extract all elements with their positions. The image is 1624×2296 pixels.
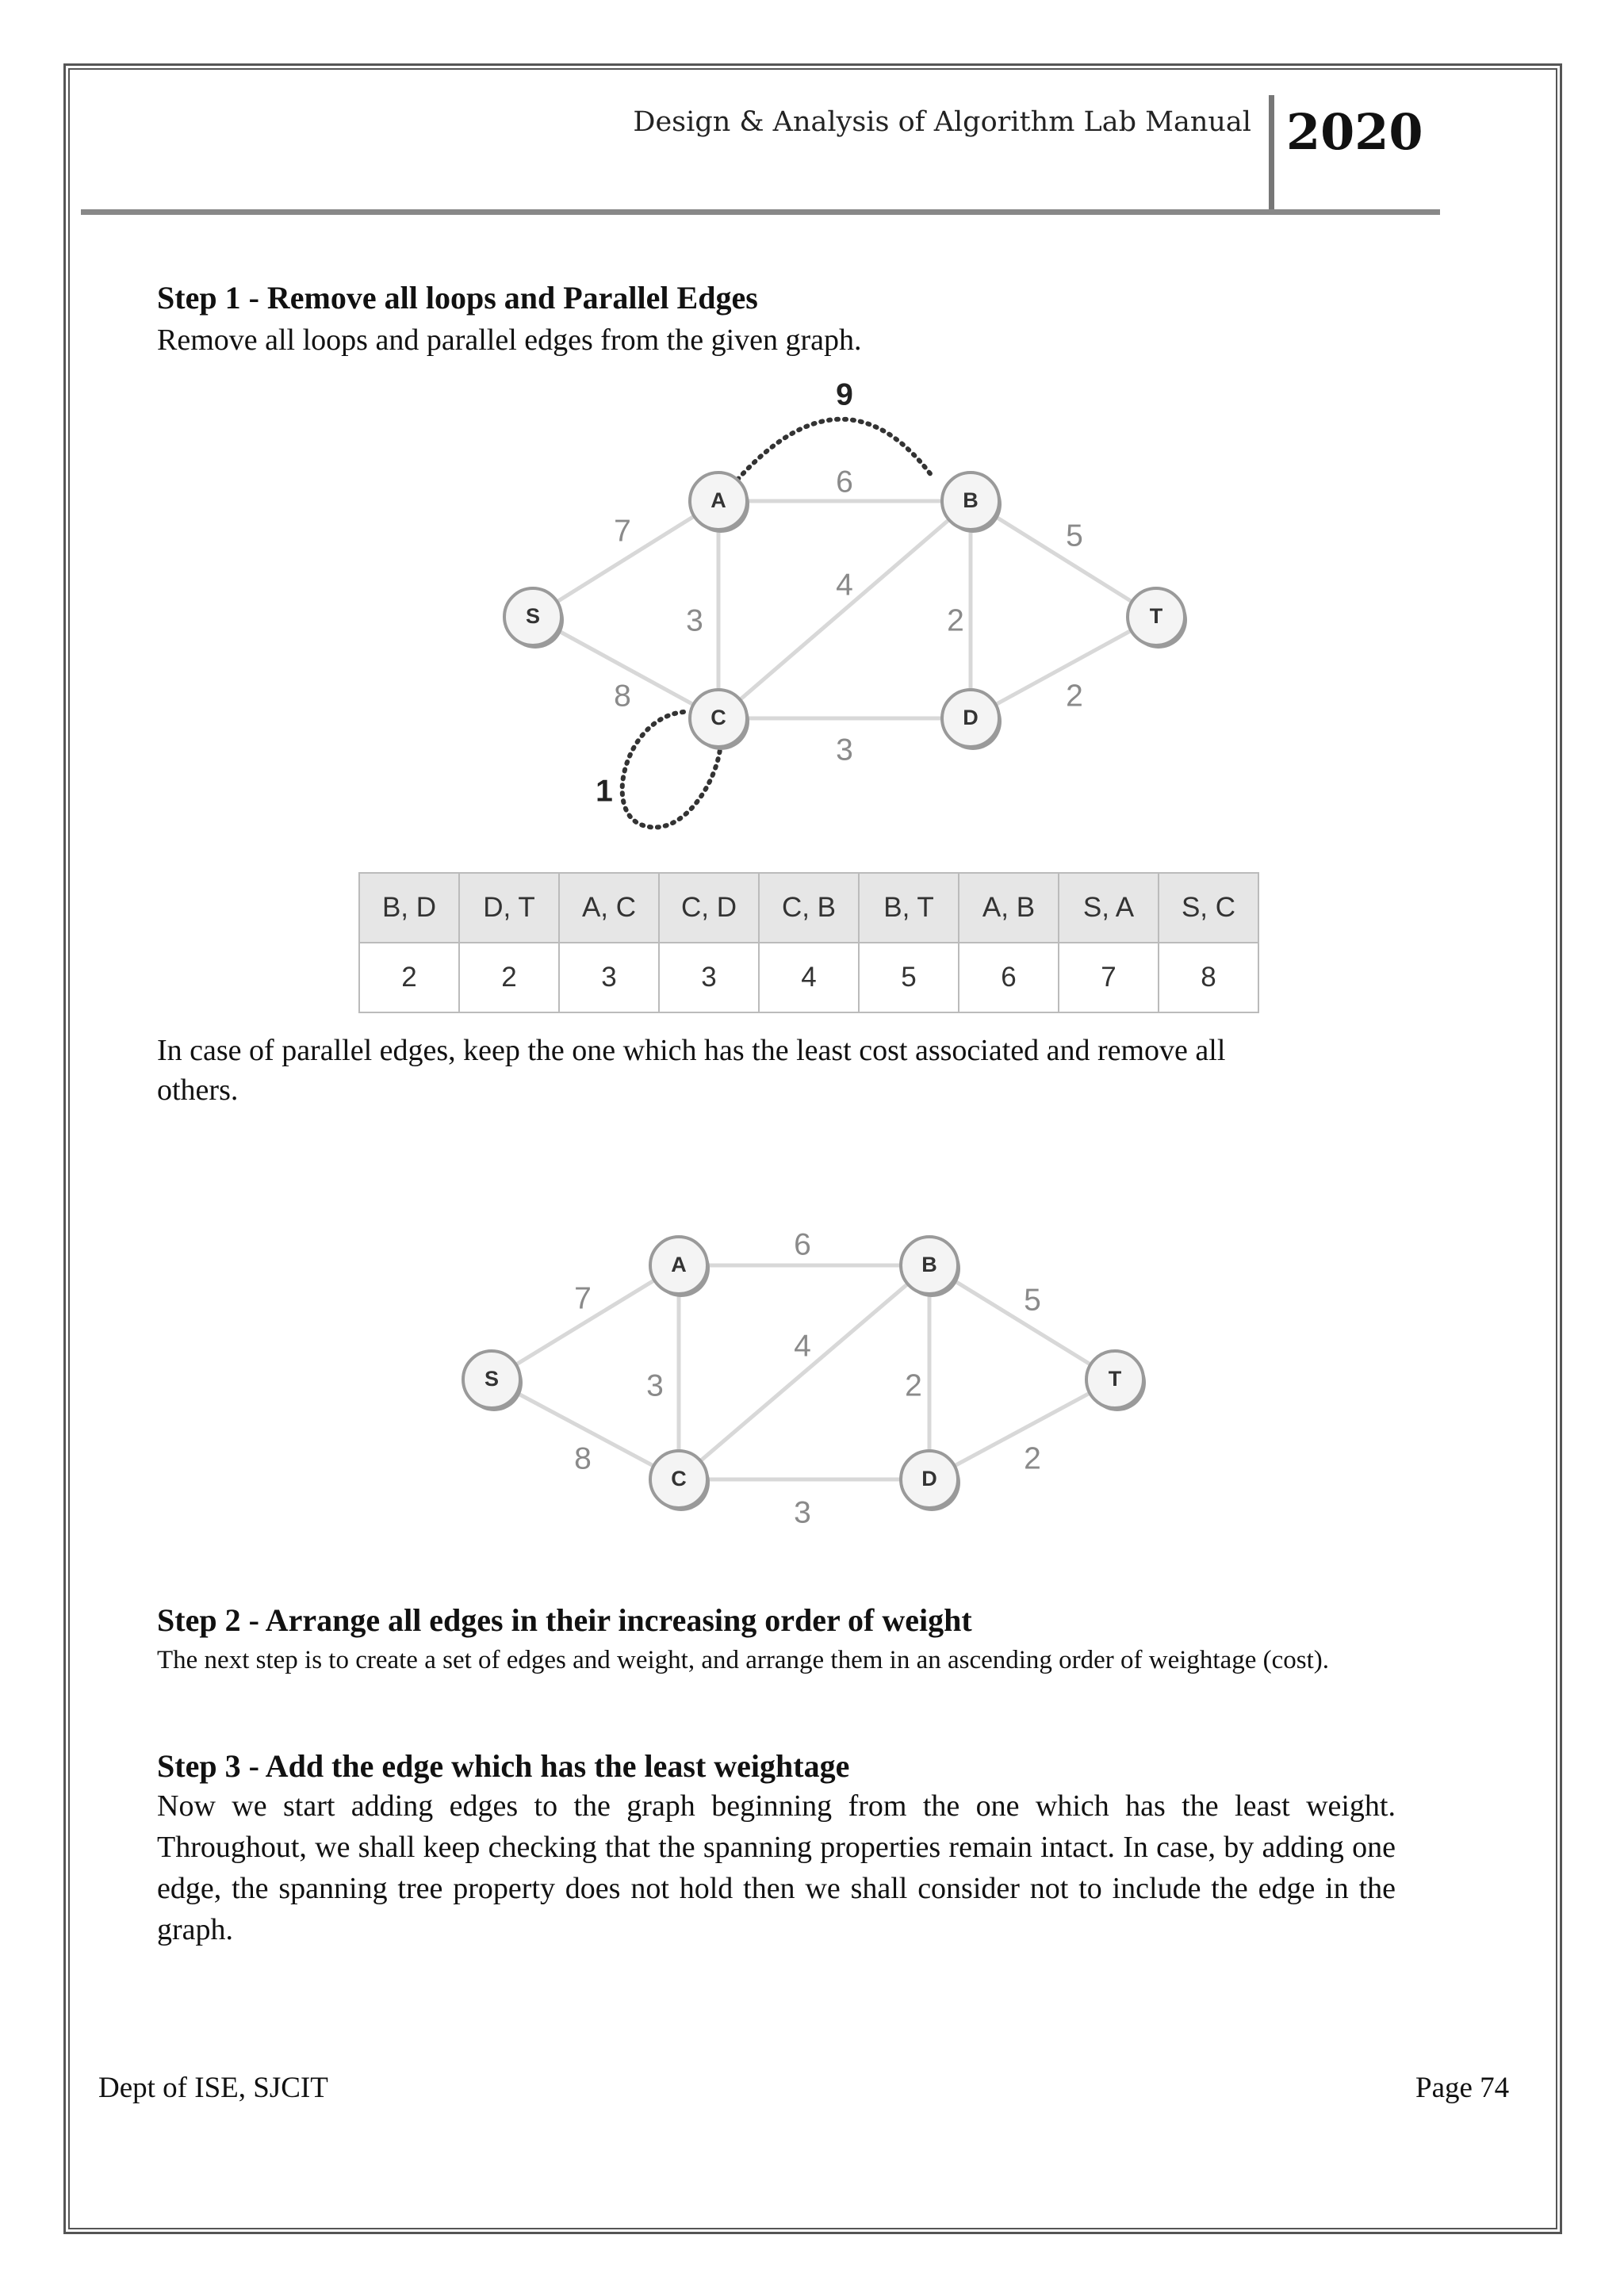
weight-cell: 2: [359, 943, 459, 1012]
node-label: C: [671, 1467, 687, 1491]
step3-heading: Step 3 - Add the edge which has the least weightage: [157, 1748, 850, 1784]
weight-cell: 6: [959, 943, 1059, 1012]
edge-weight-label: 2: [1024, 1441, 1041, 1476]
node-label: A: [710, 488, 726, 513]
edge-cell: S, C: [1159, 873, 1258, 943]
edge-d-t: [929, 1380, 1115, 1479]
weight-row: [359, 943, 1258, 1012]
weight-cell: 4: [759, 943, 859, 1012]
weight-cell: 5: [859, 943, 959, 1012]
parallel-note-line2: others.: [157, 1073, 239, 1107]
edge-row: [359, 873, 1258, 943]
node-label: T: [1108, 1367, 1122, 1391]
edge-cell: S, A: [1059, 873, 1159, 943]
parallel-edge-weight: 9: [836, 377, 853, 412]
edge-cell: C, D: [659, 873, 759, 943]
edge-weight-label: 6: [794, 1227, 811, 1262]
node-label: D: [921, 1467, 937, 1491]
weight-cell: 8: [1159, 943, 1258, 1012]
node-label: S: [484, 1367, 500, 1391]
edge-cell: A, C: [559, 873, 659, 943]
edge-c-b: [718, 501, 971, 718]
edge-cell: B, D: [359, 873, 459, 943]
edge-d-t: [971, 617, 1156, 718]
edge-weight-label: 3: [794, 1495, 811, 1530]
edge-weight-label: 5: [1066, 519, 1083, 553]
edge-cell: B, T: [859, 873, 959, 943]
edge-cell: A, B: [959, 873, 1059, 943]
edge-weight-label: 6: [836, 465, 853, 499]
node-label: A: [671, 1253, 687, 1277]
edge-weight-label: 2: [905, 1368, 922, 1403]
loop-weight: 1: [596, 774, 613, 809]
node-label: S: [525, 604, 541, 629]
edge-weight-label: 3: [646, 1368, 664, 1403]
node-label: C: [710, 706, 726, 730]
edge-weight-label: 8: [574, 1441, 592, 1476]
weight-cell: 2: [459, 943, 559, 1012]
footer-dept: Dept of ISE, SJCIT: [98, 2072, 328, 2104]
edge-weight-label: 2: [947, 603, 964, 638]
step1-text: Remove all loops and parallel edges from the given graph.: [157, 323, 862, 357]
edge-cell: C, B: [759, 873, 859, 943]
edge-b-t: [929, 1265, 1115, 1380]
node-label: D: [963, 706, 979, 730]
node-label: B: [963, 488, 979, 513]
weight-cell: 3: [659, 943, 759, 1012]
parallel-note-line1: In case of parallel edges, keep the one which has the least cost associated and remove all: [157, 1034, 1226, 1067]
step2-text: The next step is to create a set of edges and weight, and arrange them in an ascending order of weightage (cost).: [157, 1646, 1330, 1674]
node-label: T: [1149, 604, 1163, 629]
edge-weight-table: [358, 872, 1259, 1013]
edge-weight-label: 4: [794, 1329, 811, 1364]
step1-heading: Step 1 - Remove all loops and Parallel Edges: [157, 280, 758, 316]
step3-text: Now we start adding edges to the graph beginning from the one which has the least weight. Throughout, we shall keep checking that the spanning properties remain intact. In case, by adding one edge, the spanning tree property does not hold then we shall consider not to include the edge in the graph.: [157, 1789, 1396, 1946]
edge-weight-label: 5: [1024, 1283, 1041, 1318]
graph-with-loops: [504, 377, 1187, 827]
weight-cell: 3: [559, 943, 659, 1012]
header-title: Design & Analysis of Algorithm Lab Manual: [633, 106, 1251, 138]
edge-weight-label: 2: [1066, 679, 1083, 714]
header-year: 2020: [1286, 103, 1423, 161]
parallel-edge-ab: [737, 419, 932, 480]
step2-heading: Step 2 - Arrange all edges in their increasing order of weight: [157, 1602, 972, 1638]
footer-page-number: Page 74: [1415, 2072, 1510, 2104]
edge-weight-label: 4: [836, 568, 853, 603]
graph-simplified: [463, 1227, 1146, 1529]
edge-weight-label: 7: [574, 1281, 592, 1316]
edge-weight-label: 3: [836, 733, 853, 767]
node-label: B: [921, 1253, 937, 1277]
edge-b-t: [971, 501, 1156, 617]
edge-c-b: [679, 1265, 929, 1479]
edge-cell: D, T: [459, 873, 559, 943]
edge-weight-label: 3: [686, 603, 703, 638]
edge-weight-label: 8: [614, 679, 631, 714]
weight-cell: 7: [1059, 943, 1159, 1012]
edge-weight-label: 7: [614, 514, 631, 549]
